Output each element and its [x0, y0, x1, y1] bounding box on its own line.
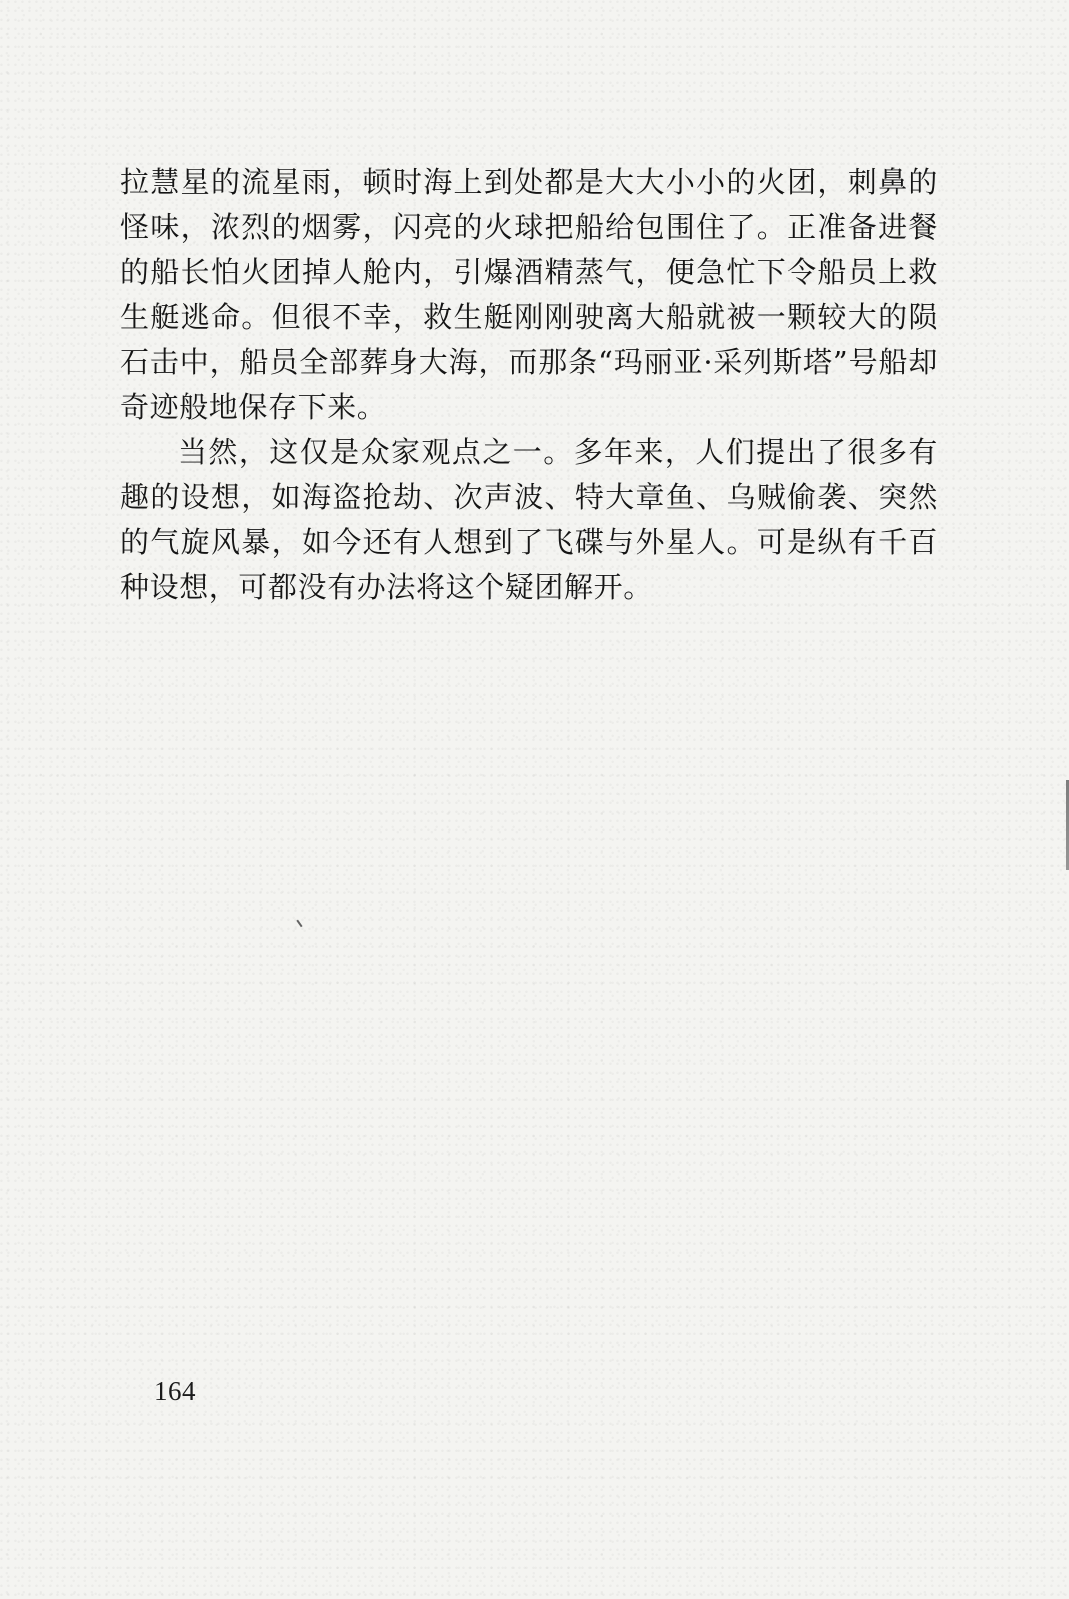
page-number: 164: [154, 1376, 196, 1406]
ink-speck: [296, 917, 306, 928]
body-text: [120, 160, 938, 610]
paragraph-1: 拉慧星的流星雨，顿时海上到处都是大大小小的火团，刺鼻的怪味，浓烈的烟雾，闪亮的火球把船给包围住了。正准备进餐的船长怕火团掉人舱内，引爆酒精蒸气，便急忙下令船员上救生艇逃命。但很不幸，救生艇刚刚驶离大船就被一颗较大的陨石击中，船员全部葬身大海，而那条“玛丽亚·采列斯塔”号船却奇迹般地保存下来。: [120, 165, 938, 424]
paragraph-2: 当然，这仅是众家观点之一。多年来，人们提出了很多有趣的设想，如海盗抢劫、次声波、特大章鱼、乌贼偷袭、突然的气旋风暴，如今还有人想到了飞碟与外星人。可是纵有千百种设想，可都没有办法将这个疑团解开。: [120, 435, 938, 604]
